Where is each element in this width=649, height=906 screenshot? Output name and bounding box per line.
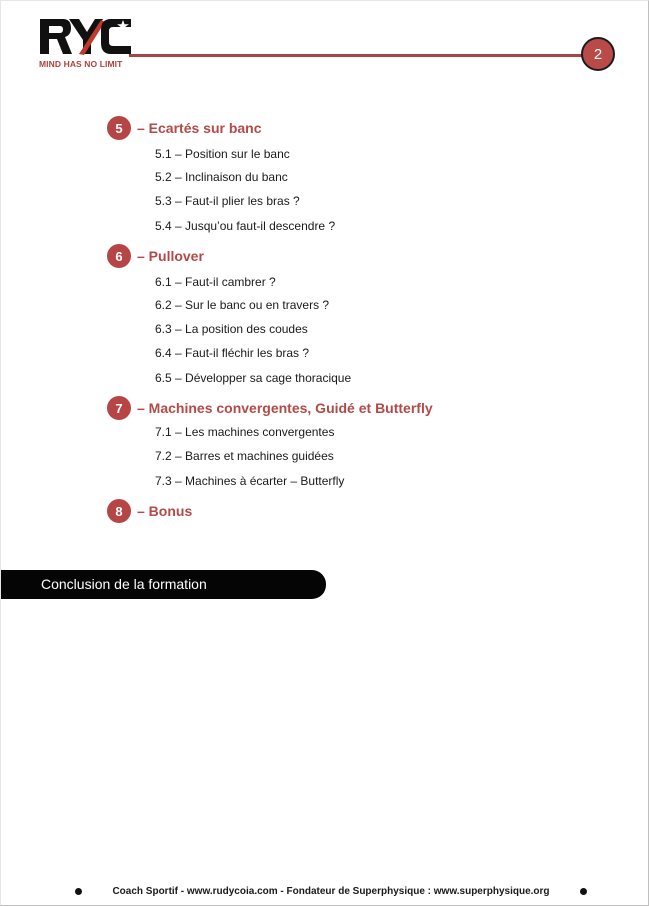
section-number-badge: 5: [107, 116, 131, 140]
logo-mark: [39, 18, 133, 58]
toc-item[interactable]: 6.3 – La position des coudes: [155, 322, 308, 336]
section-title: – Ecartés sur banc: [137, 120, 262, 136]
conclusion-label: Conclusion de la formation: [41, 576, 207, 592]
section-number-badge: 6: [107, 244, 131, 268]
toc-item[interactable]: 5.4 – Jusqu’ou faut-il descendre ?: [155, 219, 336, 233]
toc-item[interactable]: 5.1 – Position sur le banc: [155, 147, 290, 161]
conclusion-heading-bar[interactable]: [1, 570, 326, 599]
bullet-icon: [580, 888, 587, 895]
section-title: – Machines convergentes, Guidé et Butterfly: [137, 400, 433, 416]
section-number-badge: 8: [107, 499, 131, 523]
page-footer: [75, 886, 587, 897]
toc-item[interactable]: 5.2 – Inclinaison du banc: [155, 170, 288, 184]
toc-item[interactable]: 7.1 – Les machines convergentes: [155, 425, 335, 439]
toc-item[interactable]: 5.3 – Faut-il plier les bras ?: [155, 194, 300, 208]
page-number-badge: 2: [581, 37, 615, 71]
section-title: – Bonus: [137, 503, 193, 519]
toc-item[interactable]: 6.2 – Sur le banc ou en travers ?: [155, 298, 330, 312]
header-divider: [129, 54, 589, 57]
toc-section-6[interactable]: [107, 244, 204, 268]
toc-item[interactable]: 6.5 – Développer sa cage thoracique: [155, 371, 352, 385]
toc-item[interactable]: 6.1 – Faut-il cambrer ?: [155, 275, 276, 289]
logo-tagline: MIND HAS NO LIMIT: [39, 59, 123, 69]
toc-item[interactable]: 7.2 – Barres et machines guidées: [155, 449, 334, 463]
bullet-icon: [75, 888, 82, 895]
toc-item[interactable]: 6.4 – Faut-il fléchir les bras ?: [155, 346, 310, 360]
section-number-badge: 7: [107, 396, 131, 420]
toc-section-8[interactable]: [107, 499, 192, 523]
toc-section-7[interactable]: [107, 396, 433, 420]
footer-text: Coach Sportif - www.rudycoia.com - Fondateur de Superphysique : www.superphysique.org: [112, 886, 550, 897]
toc-item[interactable]: 7.3 – Machines à écarter – Butterfly: [155, 474, 345, 488]
toc-section-5[interactable]: [107, 116, 262, 140]
section-title: – Pullover: [137, 248, 204, 264]
